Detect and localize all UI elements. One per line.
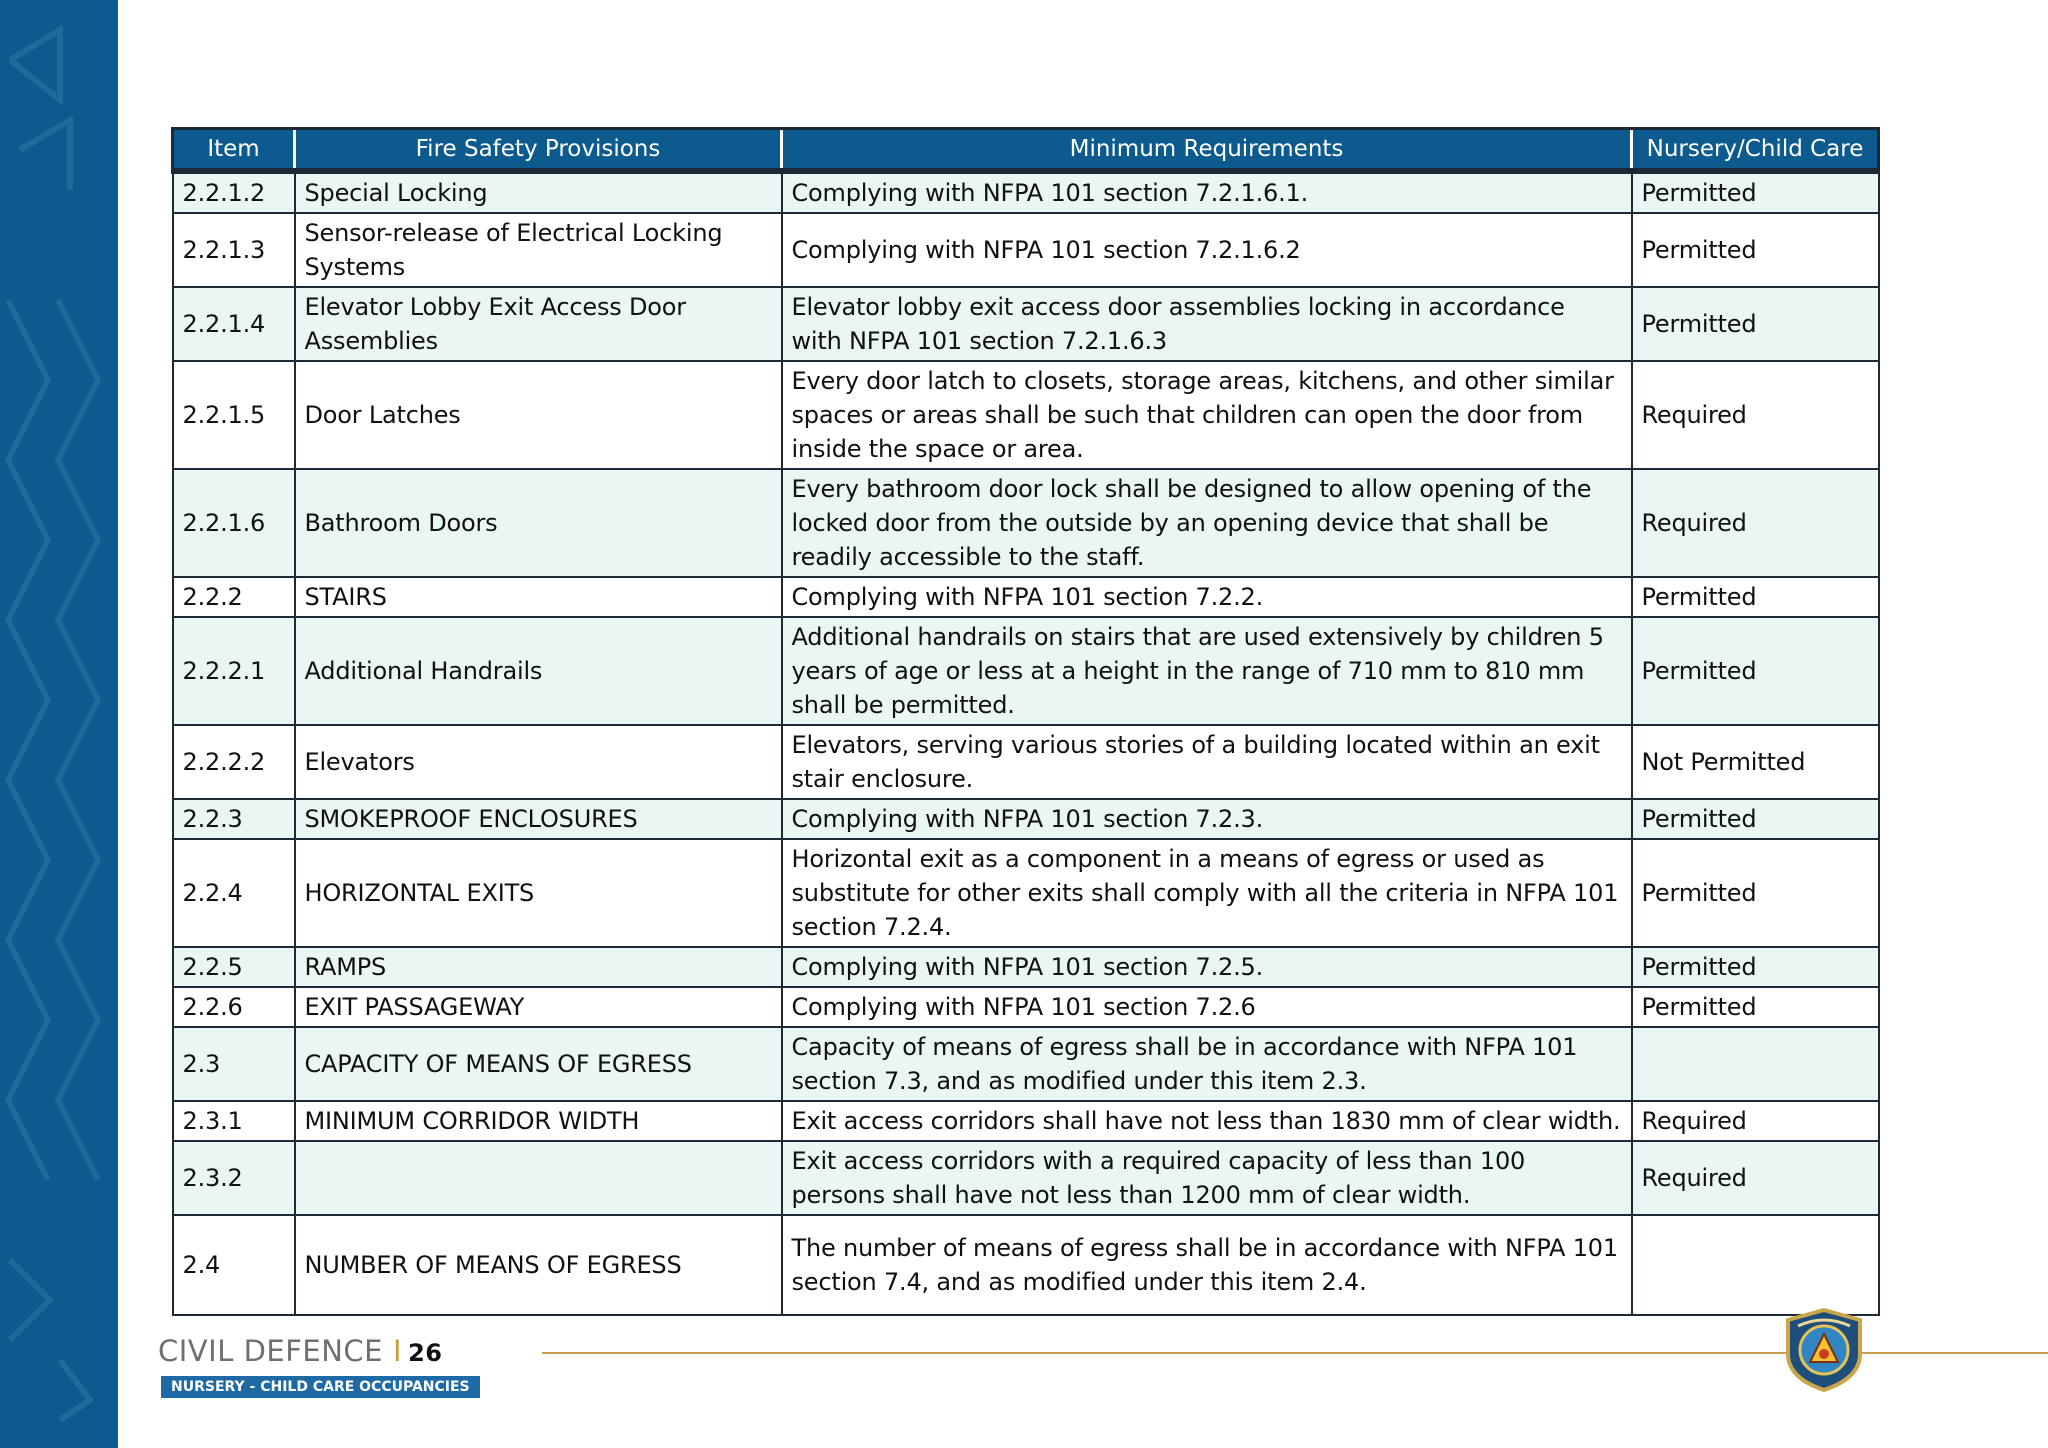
cell-provision: CAPACITY OF MEANS OF EGRESS [295,1027,782,1101]
cell-status: Required [1632,1101,1879,1141]
cell-item: 2.2.5 [173,947,295,987]
header-item: Item [173,129,295,172]
cell-item: 2.2.2.2 [173,725,295,799]
cell-item: 2.2.4 [173,839,295,947]
cell-requirement: Additional handrails on stairs that are used extensively by children 5 years of age or less at a height in the range of 710 mm to 810 mm shall be permitted. [782,617,1632,725]
header-provisions: Fire Safety Provisions [295,129,782,172]
cell-status: Required [1632,361,1879,469]
cell-status: Permitted [1632,617,1879,725]
cell-provision: EXIT PASSAGEWAY [295,987,782,1027]
table-header-row [173,129,1879,172]
cell-status: Permitted [1632,799,1879,839]
cell-provision: Bathroom Doors [295,469,782,577]
cell-provision: RAMPS [295,947,782,987]
footer-org-name: CIVIL DEFENCE [158,1334,383,1368]
cell-status: Permitted [1632,839,1879,947]
cell-item: 2.3.1 [173,1101,295,1141]
cell-provision: MINIMUM CORRIDOR WIDTH [295,1101,782,1141]
civil-defence-seal-icon [1780,1308,1868,1392]
page-number: 26 [408,1339,443,1367]
table-row [173,839,1879,947]
cell-requirement: Complying with NFPA 101 section 7.2.2. [782,577,1632,617]
header-requirements: Minimum Requirements [782,129,1632,172]
cell-requirement: Complying with NFPA 101 section 7.2.5. [782,947,1632,987]
cell-requirement: Complying with NFPA 101 section 7.2.1.6.2 [782,213,1632,287]
footer-separator: I [393,1334,403,1368]
cell-requirement: Every door latch to closets, storage areas, kitchens, and other similar spaces or areas shall be such that children can open the door from inside the space or area. [782,361,1632,469]
cell-item: 2.2.1.3 [173,213,295,287]
cell-item: 2.3 [173,1027,295,1101]
cell-item: 2.2.1.4 [173,287,295,361]
cell-requirement: The number of means of egress shall be in accordance with NFPA 101 section 7.4, and as modified under this item 2.4. [782,1215,1632,1315]
cell-status: Required [1632,1141,1879,1215]
table-row [173,1141,1879,1215]
cell-item: 2.2.1.6 [173,469,295,577]
cell-status: Permitted [1632,577,1879,617]
cell-status: Permitted [1632,287,1879,361]
cell-item: 2.2.1.5 [173,361,295,469]
cell-requirement: Horizontal exit as a component in a means of egress or used as substitute for other exits shall comply with all the criteria in NFPA 101 section 7.2.4. [782,839,1632,947]
table-row [173,213,1879,287]
table-body [173,171,1879,1315]
cell-item: 2.3.2 [173,1141,295,1215]
table-row [173,1027,1879,1101]
cell-item: 2.2.3 [173,799,295,839]
cell-item: 2.2.2 [173,577,295,617]
side-band-decoration [0,0,118,1448]
civil-defence-logo [1780,1308,1868,1392]
cell-status: Permitted [1632,987,1879,1027]
table-row [173,987,1879,1027]
cell-provision: Additional Handrails [295,617,782,725]
cell-provision: Elevator Lobby Exit Access Door Assemblies [295,287,782,361]
cell-status: Permitted [1632,947,1879,987]
side-pattern-graphic [0,0,118,1448]
footer-title [158,1334,442,1368]
table-row [173,361,1879,469]
fire-safety-table [171,127,1880,1316]
cell-provision: SMOKEPROOF ENCLOSURES [295,799,782,839]
cell-status: Required [1632,469,1879,577]
cell-item: 2.2.6 [173,987,295,1027]
cell-requirement: Capacity of means of egress shall be in accordance with NFPA 101 section 7.3, and as modified under this item 2.3. [782,1027,1632,1101]
cell-requirement: Complying with NFPA 101 section 7.2.1.6.1. [782,171,1632,213]
table-row [173,617,1879,725]
table-row [173,469,1879,577]
table-row [173,1215,1879,1315]
cell-provision: NUMBER OF MEANS OF EGRESS [295,1215,782,1315]
table-row [173,1101,1879,1141]
header-nursery-status: Nursery/Child Care [1632,129,1879,172]
table-row [173,577,1879,617]
table-header [173,129,1879,172]
cell-requirement: Elevator lobby exit access door assemblies locking in accordance with NFPA 101 section 7.2.1.6.3 [782,287,1632,361]
cell-provision: Special Locking [295,171,782,213]
cell-item: 2.2.1.2 [173,171,295,213]
cell-requirement: Elevators, serving various stories of a building located within an exit stair enclosure. [782,725,1632,799]
cell-provision: Elevators [295,725,782,799]
cell-item: 2.2.2.1 [173,617,295,725]
cell-provision: STAIRS [295,577,782,617]
cell-requirement: Exit access corridors shall have not less than 1830 mm of clear width. [782,1101,1632,1141]
cell-requirement: Every bathroom door lock shall be designed to allow opening of the locked door from the outside by an opening device that shall be readily accessible to the staff. [782,469,1632,577]
cell-provision: Door Latches [295,361,782,469]
footer-section-badge: NURSERY - CHILD CARE OCCUPANCIES [161,1376,480,1398]
cell-item: 2.4 [173,1215,295,1315]
cell-requirement: Complying with NFPA 101 section 7.2.3. [782,799,1632,839]
cell-status: Permitted [1632,171,1879,213]
cell-requirement: Exit access corridors with a required capacity of less than 100 persons shall have not less than 1200 mm of clear width. [782,1141,1632,1215]
cell-provision: HORIZONTAL EXITS [295,839,782,947]
cell-provision: Sensor-release of Electrical Locking Systems [295,213,782,287]
cell-status [1632,1215,1879,1315]
cell-status: Permitted [1632,213,1879,287]
table-row [173,725,1879,799]
fire-safety-table-container [171,127,1877,1316]
cell-requirement: Complying with NFPA 101 section 7.2.6 [782,987,1632,1027]
cell-provision [295,1141,782,1215]
table-row [173,799,1879,839]
table-row [173,287,1879,361]
table-row [173,947,1879,987]
cell-status: Not Permitted [1632,725,1879,799]
table-row [173,171,1879,213]
cell-status [1632,1027,1879,1101]
